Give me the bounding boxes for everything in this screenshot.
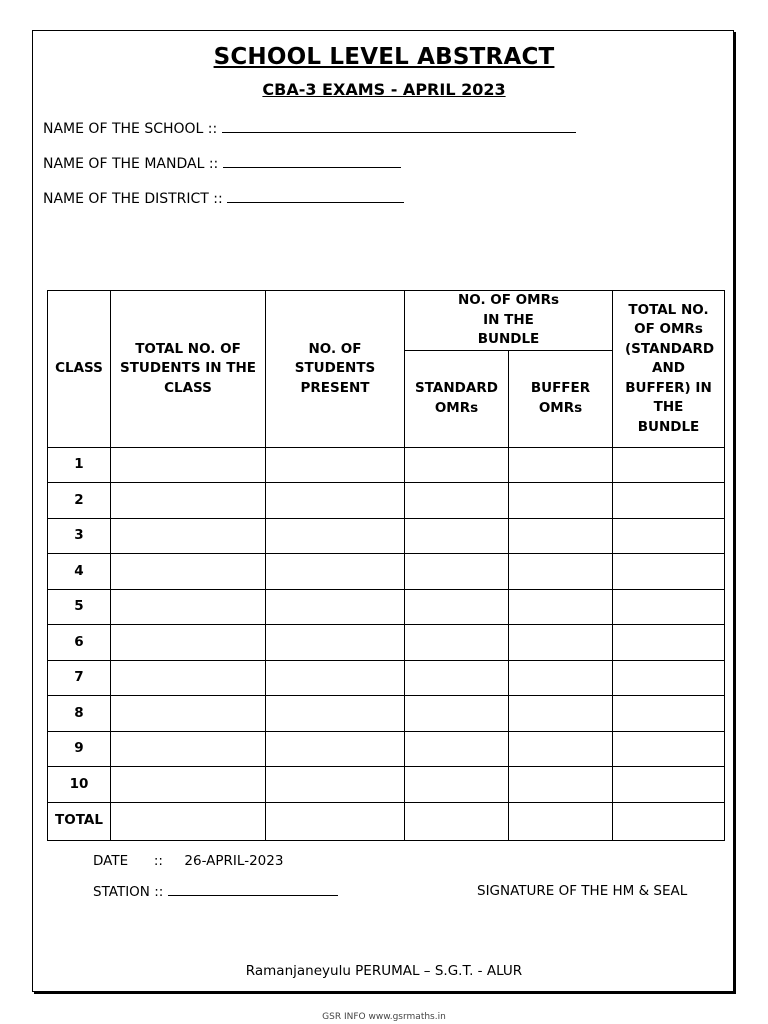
cell-total-omrs[interactable] — [613, 731, 725, 767]
cell-buffer-omrs[interactable] — [509, 731, 613, 767]
cell-buffer-omrs[interactable] — [509, 802, 613, 840]
row-class-label: 7 — [48, 660, 111, 696]
cell-students-present[interactable] — [266, 696, 405, 732]
row-class-label: 6 — [48, 625, 111, 661]
cell-buffer-omrs[interactable] — [509, 589, 613, 625]
cell-standard-omrs[interactable] — [405, 696, 509, 732]
table-row — [48, 447, 725, 483]
row-class-label: 2 — [48, 483, 111, 519]
cell-buffer-omrs[interactable] — [509, 625, 613, 661]
header-total-omrs-text: TOTAL NO. OF OMRs (STANDARD AND BUFFER) IN THE BUNDLE — [625, 301, 715, 435]
mandal-name-label: NAME OF THE MANDAL :: — [43, 156, 223, 172]
mandal-name-field — [43, 153, 401, 172]
cell-total-omrs[interactable] — [613, 802, 725, 840]
cell-students-present[interactable] — [266, 483, 405, 519]
header-omrs-in-bundle — [405, 291, 613, 351]
district-name-blank[interactable] — [227, 188, 404, 203]
school-name-blank[interactable] — [222, 118, 576, 133]
row-class-label: 10 — [48, 767, 111, 803]
cell-total-omrs[interactable] — [613, 660, 725, 696]
cell-total-omrs[interactable] — [613, 589, 725, 625]
signature-label: SIGNATURE OF THE HM & SEAL — [477, 883, 688, 899]
date-value: 26-APRIL-2023 — [184, 853, 284, 869]
header-total-students — [111, 291, 266, 448]
cell-students-present[interactable] — [266, 660, 405, 696]
credit-line: GSR INFO www.gsrmaths.in — [322, 1012, 446, 1022]
station-blank[interactable] — [168, 883, 338, 896]
cell-total-omrs[interactable] — [613, 767, 725, 803]
row-class-label: 3 — [48, 518, 111, 554]
cell-students-present[interactable] — [266, 447, 405, 483]
cell-buffer-omrs[interactable] — [509, 483, 613, 519]
cell-total-omrs[interactable] — [613, 447, 725, 483]
district-name-label: NAME OF THE DISTRICT :: — [43, 191, 228, 207]
cell-standard-omrs[interactable] — [405, 802, 509, 840]
cell-total-students[interactable] — [111, 802, 266, 840]
cell-standard-omrs[interactable] — [405, 554, 509, 590]
author-line: Ramanjaneyulu PERUMAL – S.G.T. - ALUR — [245, 963, 523, 979]
cell-standard-omrs[interactable] — [405, 731, 509, 767]
cell-standard-omrs[interactable] — [405, 518, 509, 554]
cell-standard-omrs[interactable] — [405, 625, 509, 661]
row-class-label: 5 — [48, 589, 111, 625]
cell-total-omrs[interactable] — [613, 625, 725, 661]
table-row — [48, 731, 725, 767]
cell-total-students[interactable] — [111, 589, 266, 625]
cell-students-present[interactable] — [266, 518, 405, 554]
cell-total-omrs[interactable] — [613, 696, 725, 732]
cell-total-omrs[interactable] — [613, 518, 725, 554]
cell-standard-omrs[interactable] — [405, 660, 509, 696]
table-row — [48, 483, 725, 519]
cell-total-omrs[interactable] — [613, 483, 725, 519]
cell-buffer-omrs[interactable] — [509, 696, 613, 732]
cell-students-present[interactable] — [266, 731, 405, 767]
header-total-students-text: TOTAL NO. OF STUDENTS IN THE CLASS — [119, 340, 256, 396]
row-class-label: 8 — [48, 696, 111, 732]
cell-buffer-omrs[interactable] — [509, 518, 613, 554]
table-total-row — [48, 802, 725, 840]
cell-total-students[interactable] — [111, 483, 266, 519]
table-row — [48, 660, 725, 696]
district-name-field — [43, 188, 404, 207]
cell-buffer-omrs[interactable] — [509, 660, 613, 696]
cell-students-present[interactable] — [266, 767, 405, 803]
page-title: SCHOOL LEVEL ABSTRACT — [213, 44, 555, 70]
school-name-label: NAME OF THE SCHOOL :: — [43, 121, 222, 137]
cell-total-students[interactable] — [111, 518, 266, 554]
station-field — [93, 883, 338, 900]
cell-total-students[interactable] — [111, 767, 266, 803]
header-buffer-omrs — [509, 350, 613, 447]
cell-students-present[interactable] — [266, 554, 405, 590]
table-row — [48, 589, 725, 625]
cell-students-present[interactable] — [266, 625, 405, 661]
row-total-label: TOTAL — [48, 802, 111, 840]
cell-students-present[interactable] — [266, 589, 405, 625]
cell-buffer-omrs[interactable] — [509, 767, 613, 803]
header-students-present — [266, 291, 405, 448]
cell-total-students[interactable] — [111, 625, 266, 661]
abstract-table — [47, 290, 725, 841]
row-class-label: 9 — [48, 731, 111, 767]
row-class-label: 1 — [48, 447, 111, 483]
school-name-field — [43, 118, 576, 137]
cell-total-students[interactable] — [111, 696, 266, 732]
station-label: STATION :: — [93, 884, 168, 900]
cell-standard-omrs[interactable] — [405, 767, 509, 803]
cell-total-students[interactable] — [111, 660, 266, 696]
date-label: DATE :: — [93, 853, 185, 869]
cell-total-omrs[interactable] — [613, 554, 725, 590]
cell-buffer-omrs[interactable] — [509, 447, 613, 483]
header-standard-omrs-text: STANDARD OMRs — [415, 380, 498, 416]
table-row — [48, 554, 725, 590]
table-row — [48, 767, 725, 803]
header-class: CLASS — [48, 291, 111, 448]
cell-total-students[interactable] — [111, 554, 266, 590]
page-subtitle: CBA-3 EXAMS - APRIL 2023 — [262, 80, 506, 99]
cell-total-students[interactable] — [111, 447, 266, 483]
cell-standard-omrs[interactable] — [405, 483, 509, 519]
header-students-present-text: NO. OF STUDENTS PRESENT — [294, 340, 376, 396]
header-standard-omrs — [405, 350, 509, 447]
cell-students-present[interactable] — [266, 802, 405, 840]
header-total-omrs — [613, 291, 725, 448]
row-class-label: 4 — [48, 554, 111, 590]
cell-standard-omrs[interactable] — [405, 447, 509, 483]
header-omrs-in-bundle-text: NO. OF OMRs IN THE BUNDLE — [457, 292, 560, 347]
date-field — [93, 853, 283, 869]
mandal-name-blank[interactable] — [223, 153, 401, 168]
table-row — [48, 625, 725, 661]
table-row — [48, 518, 725, 554]
table-row — [48, 696, 725, 732]
cell-standard-omrs[interactable] — [405, 589, 509, 625]
cell-buffer-omrs[interactable] — [509, 554, 613, 590]
cell-total-students[interactable] — [111, 731, 266, 767]
header-buffer-omrs-text: BUFFER OMRs — [530, 380, 591, 416]
